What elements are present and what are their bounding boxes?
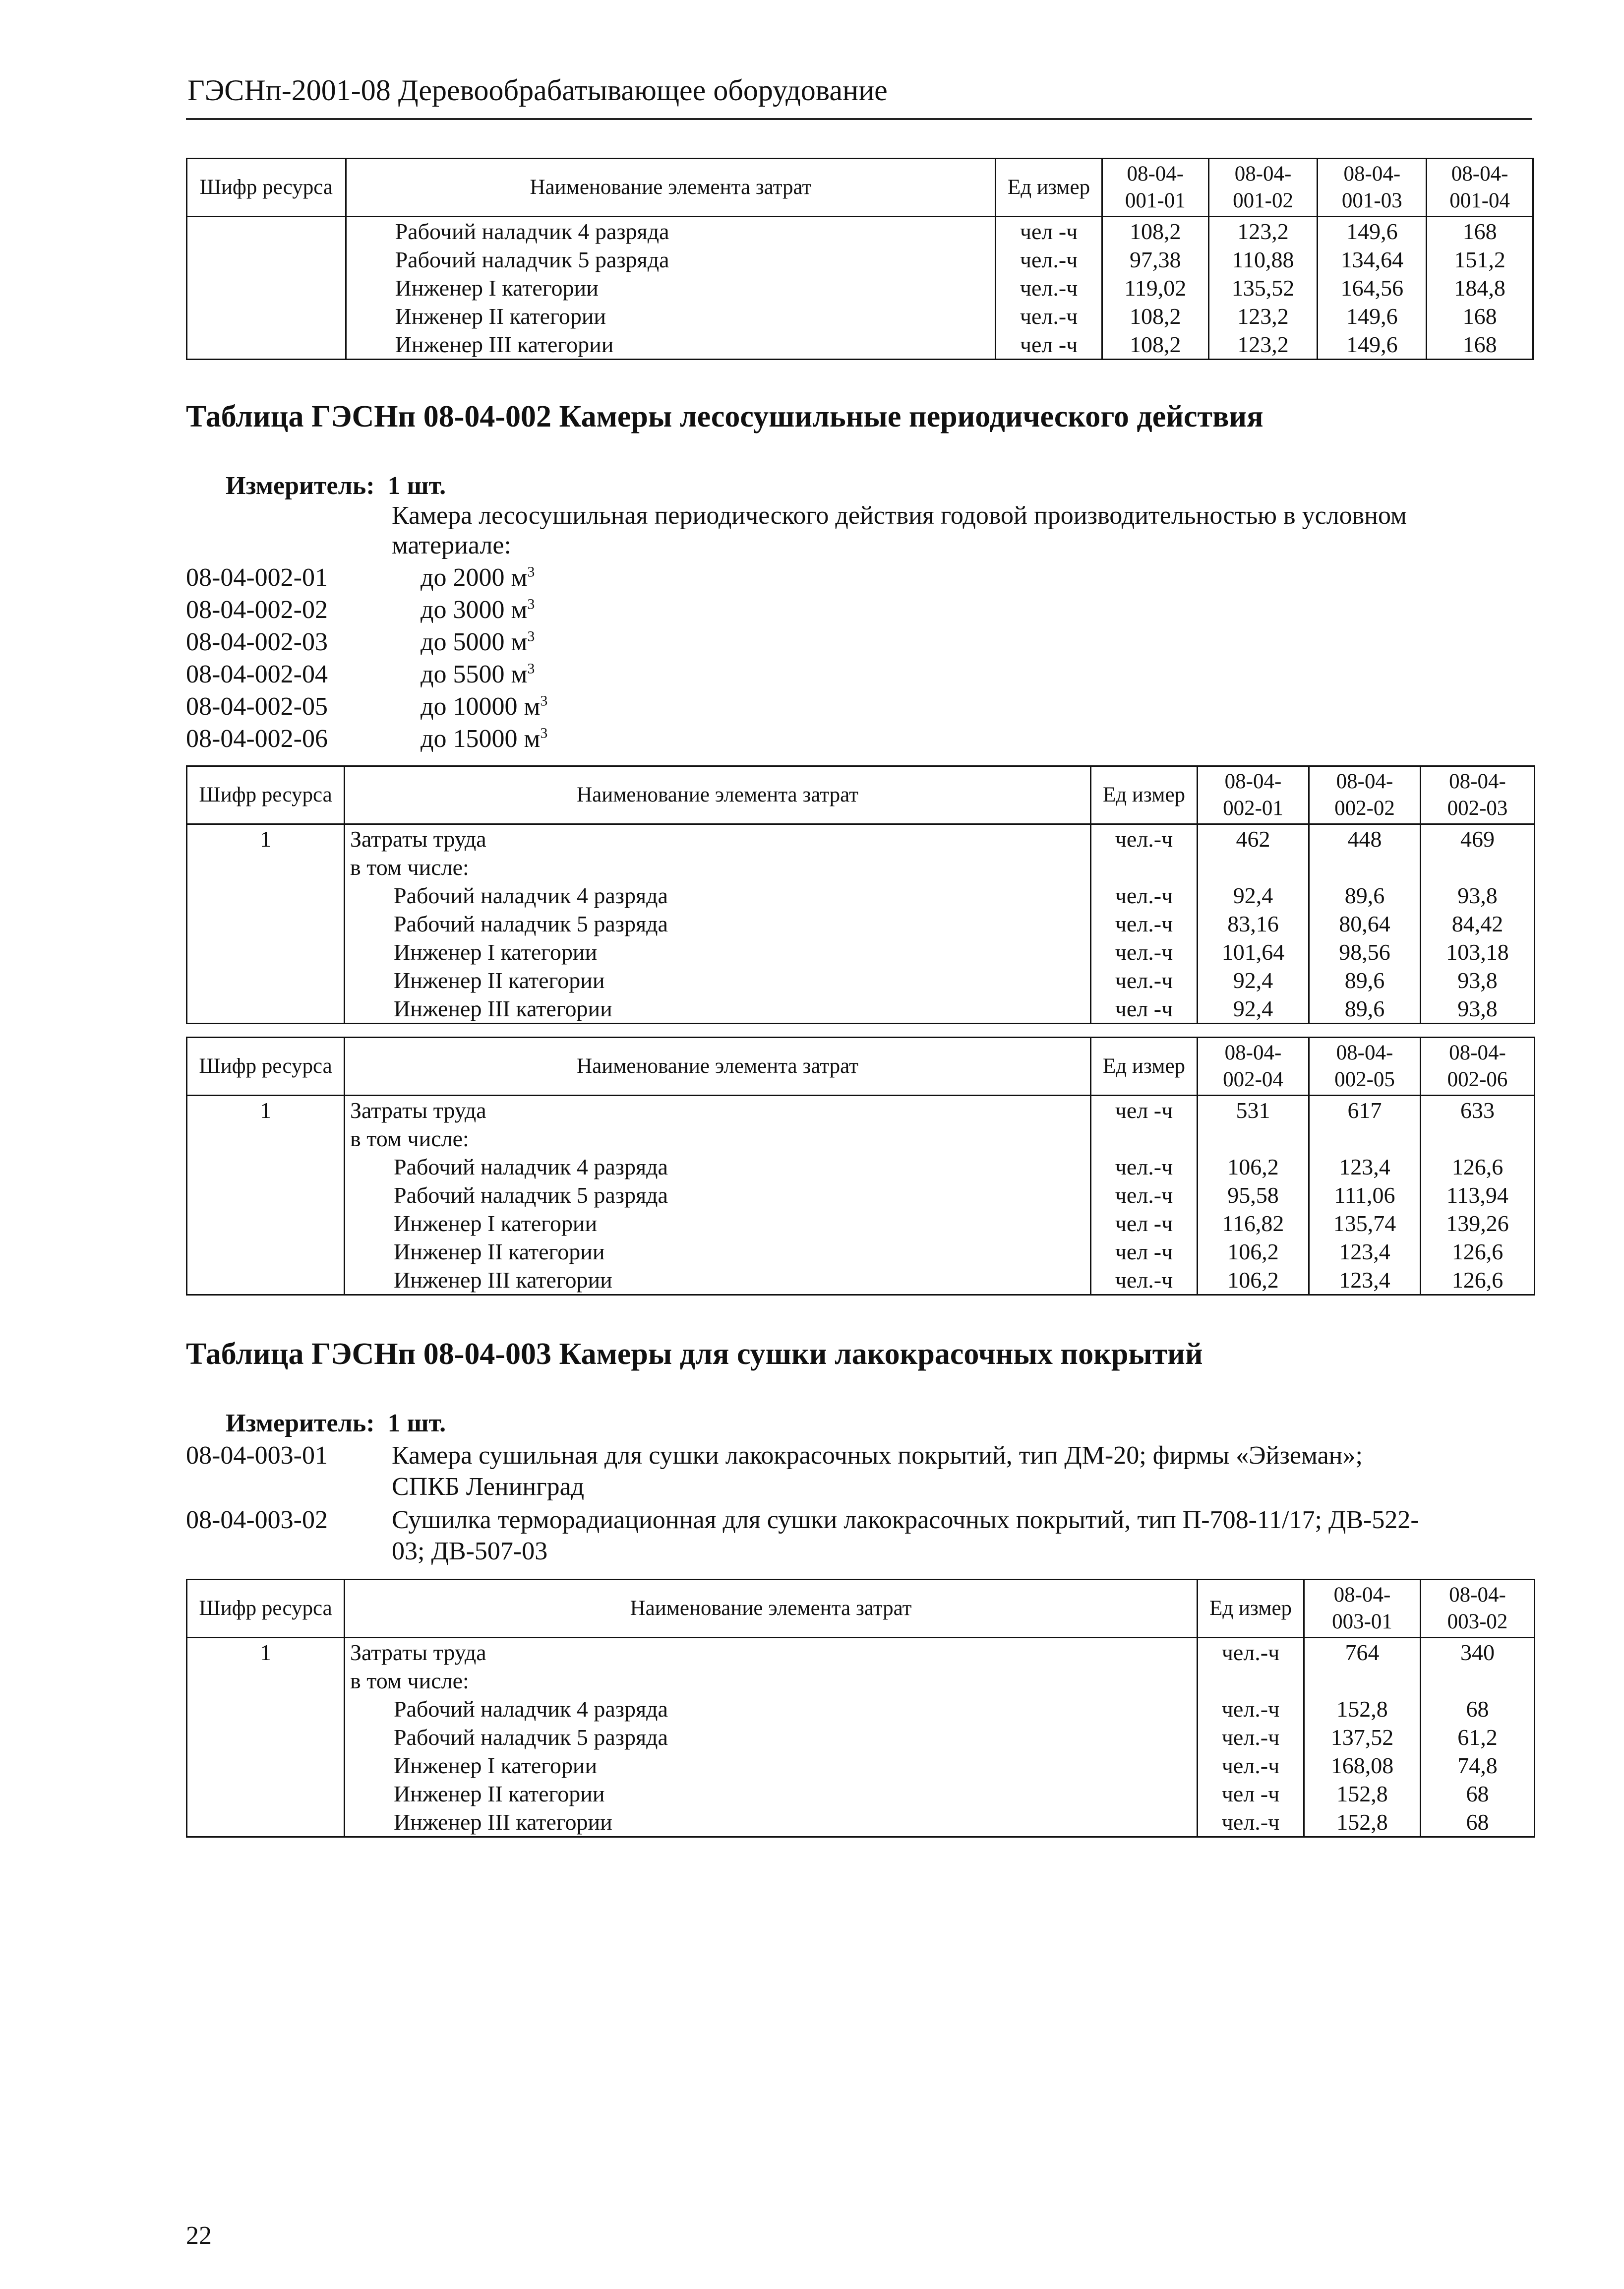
running-head: ГЭСНп-2001-08 Деревообрабатывающее оборудование — [187, 74, 888, 107]
table-row: Рабочий наладчик 5 разряда чел.-ч 137,52 61,2 — [187, 1723, 1535, 1751]
header-col-2: 08-04- 002-02 — [1309, 766, 1421, 824]
header-code: Шифр ресурса — [187, 159, 346, 217]
header-col-2: 08-04- 003-02 — [1421, 1580, 1535, 1638]
section2-measure: Измеритель: 1 шт. — [226, 472, 446, 500]
table-row: Инженер III категории чел -ч 108,2 123,2 149,6 168 — [187, 330, 1533, 360]
item-code: 08-04-002-05 — [186, 692, 328, 721]
table-row: в том числе: — [187, 853, 1535, 881]
header-col-1: 08-04- 002-04 — [1198, 1038, 1309, 1096]
table-row: Инженер III категории чел.-ч 152,8 68 — [187, 1808, 1535, 1837]
page-number: 22 — [186, 2222, 212, 2250]
item-code: 08-04-002-01 — [186, 563, 328, 592]
section3-measure: Измеритель: 1 шт. — [226, 1409, 446, 1437]
item-code: 08-04-002-06 — [186, 725, 328, 753]
header-name: Наименование элемента затрат — [345, 1580, 1198, 1638]
header-name: Наименование элемента затрат — [345, 766, 1091, 824]
item-code: 08-04-002-04 — [186, 660, 328, 688]
table-row: Рабочий наладчик 4 разряда чел.-ч 92,4 89,6 93,8 — [187, 881, 1535, 910]
header-name: Наименование элемента затрат — [345, 1038, 1091, 1096]
table-row: Рабочий наладчик 4 разряда чел -ч 108,2 123,2 149,6 168 — [187, 217, 1533, 246]
item-text-cont: 03; ДВ-507-03 — [392, 1537, 548, 1565]
header-col-2: 08-04- 002-05 — [1309, 1038, 1421, 1096]
table-row: 1 Затраты труда чел.-ч 462 448 469 — [187, 824, 1535, 854]
item-text: до 10000 $м^3$ — [421, 692, 548, 721]
table-row: Рабочий наладчик 5 разряда чел.-ч 83,16 80,64 84,42 — [187, 910, 1535, 938]
header-col-1: 08-04- 002-01 — [1198, 766, 1309, 824]
table-row: 1 Затраты труда чел -ч 531 617 633 — [187, 1096, 1535, 1125]
item-code: 08-04-002-02 — [186, 596, 328, 624]
item-text: до 15000 $м^3$ — [421, 725, 548, 753]
section3-title: Таблица ГЭСНп 08-04-003 Камеры для сушки лакокрасочных покрытий — [186, 1337, 1203, 1371]
table-row: Инженер I категории чел.-ч 168,08 74,8 — [187, 1751, 1535, 1780]
header-col-3: 08-04- 001-03 — [1318, 159, 1427, 217]
item-text: до 5500 $м^3$ — [421, 660, 535, 688]
table-08-04-002-a — [186, 765, 1535, 1024]
header-rule — [186, 118, 1532, 120]
header-code: Шифр ресурса — [187, 766, 345, 824]
table-row: в том числе: — [187, 1124, 1535, 1153]
item-text: до 2000 $м^3$ — [421, 563, 535, 592]
item-text: Сушилка терморадиационная для сушки лакокрасочных покрытий, тип П-708-11/17; ДВ-522- — [392, 1506, 1419, 1534]
item-text-cont: СПКБ Ленинград — [392, 1473, 585, 1501]
item-code: 08-04-003-01 — [186, 1441, 328, 1470]
table-row: Инженер I категории чел.-ч 119,02 135,52 164,56 184,8 — [187, 274, 1533, 302]
header-unit: Ед измер — [1198, 1580, 1304, 1638]
table-row: Инженер III категории чел -ч 92,4 89,6 93,8 — [187, 994, 1535, 1024]
table-row: в том числе: — [187, 1667, 1535, 1695]
item-text: Камера сушильная для сушки лакокрасочных покрытий, тип ДМ-20; фирмы «Эйземан»; — [392, 1441, 1363, 1470]
table-row: Инженер II категории чел.-ч 92,4 89,6 93,8 — [187, 966, 1535, 994]
header-unit: Ед измер — [1091, 766, 1198, 824]
header-unit: Ед измер — [996, 159, 1102, 217]
table-row: Инженер II категории чел -ч 152,8 68 — [187, 1780, 1535, 1808]
table-row: 1 Затраты труда чел.-ч 764 340 — [187, 1638, 1535, 1667]
header-code: Шифр ресурса — [187, 1580, 345, 1638]
table-row: Рабочий наладчик 5 разряда чел.-ч 95,58 111,06 113,94 — [187, 1181, 1535, 1209]
table-row: Рабочий наладчик 4 разряда чел.-ч 106,2 123,4 126,6 — [187, 1153, 1535, 1181]
header-name: Наименование элемента затрат — [346, 159, 996, 217]
item-code: 08-04-002-03 — [186, 628, 328, 656]
table-row: Инженер II категории чел.-ч 108,2 123,2 149,6 168 — [187, 302, 1533, 330]
table-08-04-002-b — [186, 1037, 1535, 1296]
header-col-4: 08-04- 001-04 — [1427, 159, 1533, 217]
header-col-1: 08-04- 001-01 — [1102, 159, 1208, 217]
table-row: Инженер I категории чел.-ч 101,64 98,56 103,18 — [187, 938, 1535, 966]
table-08-04-001-continued — [186, 158, 1534, 360]
header-col-1: 08-04- 003-01 — [1304, 1580, 1421, 1638]
section2-title: Таблица ГЭСНп 08-04-002 Камеры лесосушильные периодического действия — [186, 400, 1263, 433]
table-row: Инженер I категории чел -ч 116,82 135,74 139,26 — [187, 1209, 1535, 1237]
item-code: 08-04-003-02 — [186, 1506, 328, 1534]
table-row: Инженер II категории чел -ч 106,2 123,4 126,6 — [187, 1237, 1535, 1266]
item-text: до 3000 $м^3$ — [421, 596, 535, 624]
table-row: Рабочий наладчик 5 разряда чел.-ч 97,38 110,88 134,64 151,2 — [187, 246, 1533, 274]
header-col-2: 08-04- 001-02 — [1208, 159, 1318, 217]
table-row: Рабочий наладчик 4 разряда чел.-ч 152,8 68 — [187, 1695, 1535, 1723]
header-code: Шифр ресурса — [187, 1038, 345, 1096]
header-col-3: 08-04- 002-06 — [1421, 1038, 1535, 1096]
table-08-04-003 — [186, 1579, 1535, 1838]
section2-intro-cont: материале: — [392, 531, 511, 559]
header-unit: Ед измер — [1091, 1038, 1198, 1096]
table-row: Инженер III категории чел.-ч 106,2 123,4 126,6 — [187, 1266, 1535, 1295]
item-text: до 5000 $м^3$ — [421, 628, 535, 656]
section2-intro: Камера лесосушильная периодического действия годовой производительностью в условном — [392, 501, 1407, 530]
header-col-3: 08-04- 002-03 — [1421, 766, 1535, 824]
